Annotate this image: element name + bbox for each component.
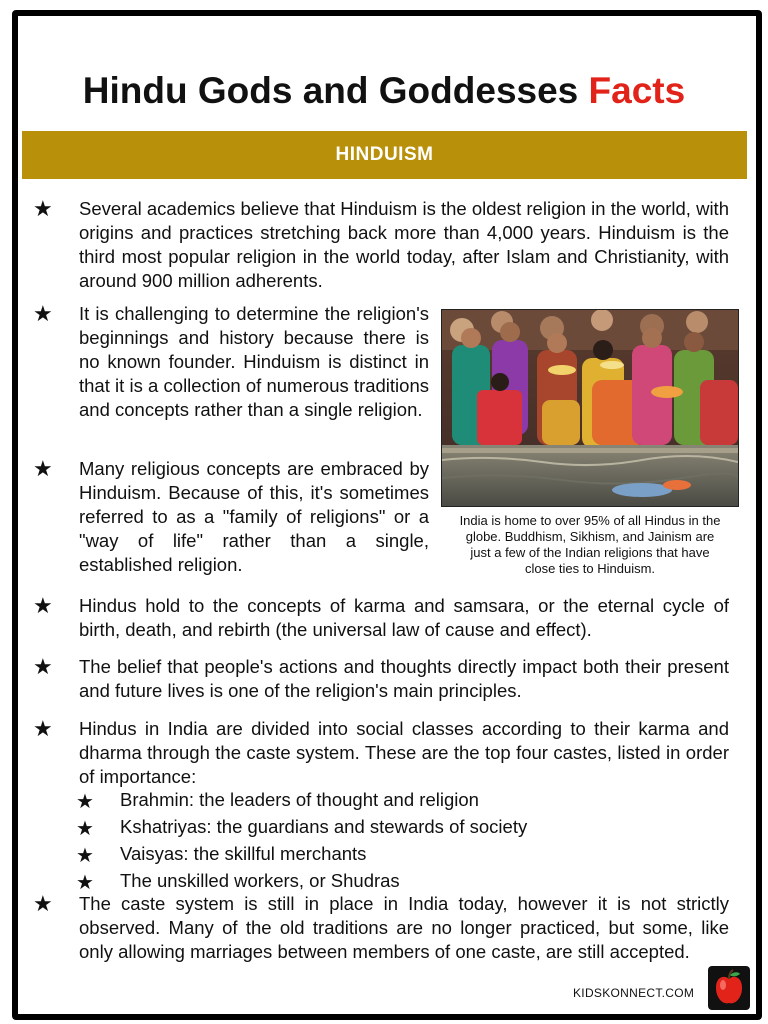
caste-item-kshatriyas: Kshatriyas: the guardians and stewards of society xyxy=(120,816,528,837)
fact-paragraph-1: Several academics believe that Hinduism is the oldest religion in the world, with origins and practices stretching back more than 4,000 years. Hinduism is the third most popular religion in the world today, after Islam and Christianity, with around 900 million adherents. xyxy=(79,198,729,291)
sub-bullet-star-icon: ★ xyxy=(76,816,94,840)
sub-bullet-star-icon: ★ xyxy=(76,789,94,813)
fact-paragraph-7: The caste system is still in place in India today, however it is not strictly observed. Many of the old traditions are no longer practiced, but some, like only allowing marriages between members of one caste, are still accepted. xyxy=(79,893,729,962)
fact-paragraph-6: Hindus in India are divided into social classes according to their karma and dharma through the caste system. These are the top four castes, listed in order of importance: xyxy=(79,718,729,787)
photo-illustration xyxy=(442,310,738,506)
apple-icon xyxy=(708,966,750,1010)
sub-bullet-star-icon: ★ xyxy=(76,843,94,867)
fact-paragraph-5: The belief that people's actions and thoughts directly impact both their present and future lives is one of the religion's main principles. xyxy=(79,656,729,701)
bullet-star-icon: ★ xyxy=(33,717,53,742)
footer-site-name: KIDSKONNECT.COM xyxy=(573,986,695,1000)
caste-item-vaisyas: Vaisyas: the skillful merchants xyxy=(120,843,367,864)
fact-paragraph-3: Many religious concepts are embraced by Hinduism. Because of this, it's sometimes referred to as a "family of religions" or a "way of life" rather than a single, established religion. xyxy=(79,458,429,575)
photo-caption: India is home to over 95% of all Hindus in the globe. Buddhism, Sikhism, and Jainism are just a few of the Indian religions that have close ties to Hinduism. xyxy=(459,513,721,576)
caste-item-shudras: The unskilled workers, or Shudras xyxy=(120,870,400,891)
sub-bullet-star-icon: ★ xyxy=(76,870,94,894)
title-accent: Facts xyxy=(588,70,686,111)
section-banner: HINDUISM xyxy=(22,131,747,179)
page-title xyxy=(0,70,768,112)
apple-logo-icon xyxy=(708,966,750,1010)
caste-item-brahmin: Brahmin: the leaders of thought and religion xyxy=(120,789,479,810)
ganges-worship-photo xyxy=(441,309,739,507)
title-main: Hindu Gods and Goddesses xyxy=(82,70,579,111)
bullet-star-icon: ★ xyxy=(33,197,53,222)
bullet-star-icon: ★ xyxy=(33,457,53,482)
bullet-star-icon: ★ xyxy=(33,892,53,917)
bullet-star-icon: ★ xyxy=(33,302,53,327)
fact-paragraph-4: Hindus hold to the concepts of karma and samsara, or the eternal cycle of birth, death, and rebirth (the universal law of cause and effect). xyxy=(79,595,729,640)
fact-paragraph-2: It is challenging to determine the religion's beginnings and history because there is no known founder. Hinduism is distinct in that it is a collection of numerous traditions and concepts rather than a single religion. xyxy=(79,303,429,420)
bullet-star-icon: ★ xyxy=(33,594,53,619)
bullet-star-icon: ★ xyxy=(33,655,53,680)
